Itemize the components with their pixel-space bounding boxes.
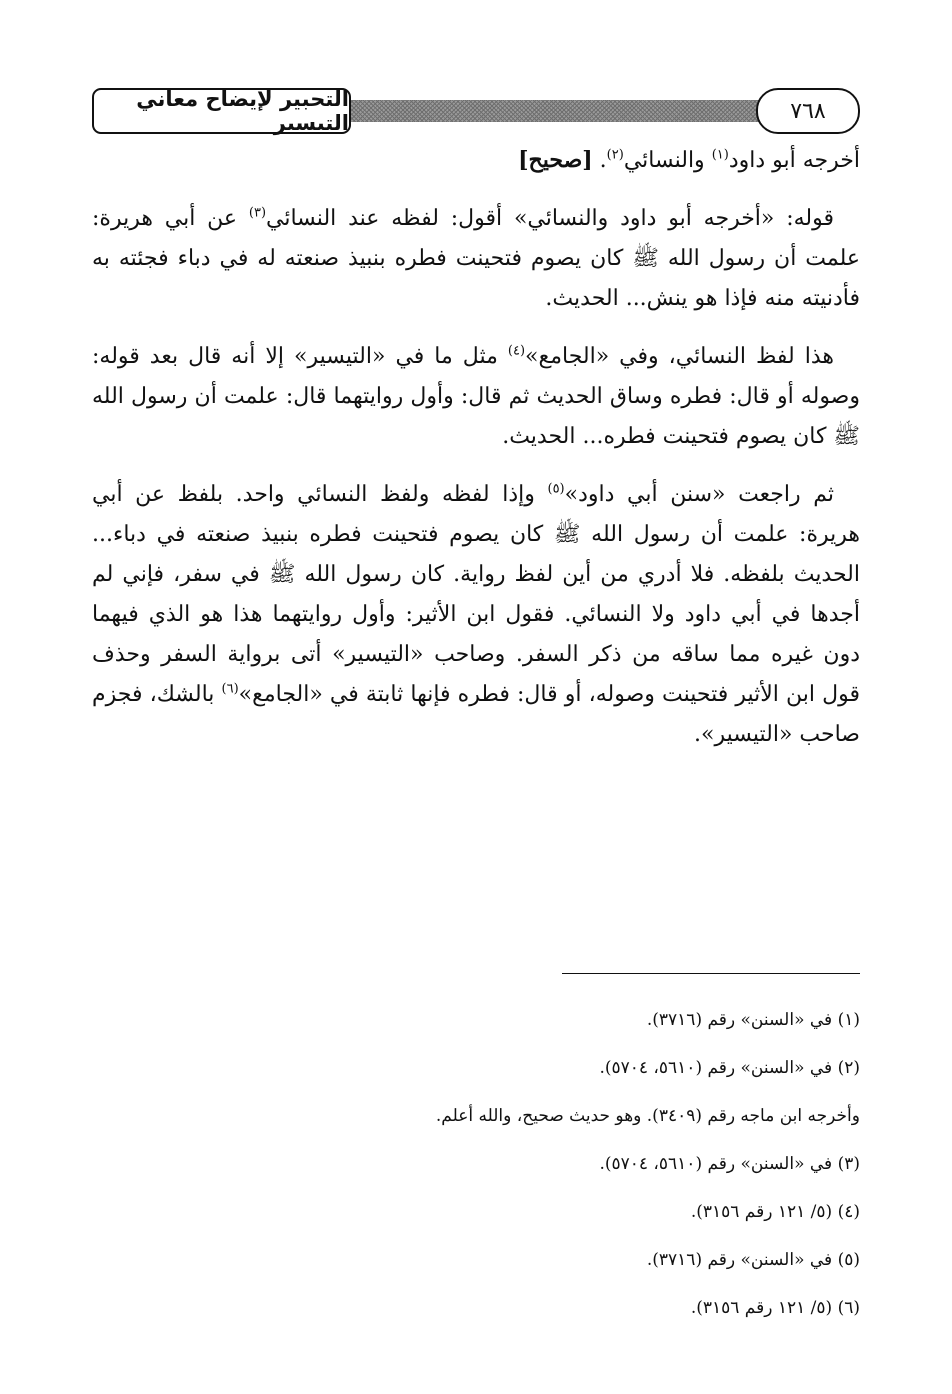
footnote-item: (٥) في «السنن» رقم (٣٧١٦).	[646, 1250, 860, 1270]
footnote-item: وأخرجه ابن ماجه رقم (٣٤٠٩). وهو حديث صحيح، والله أعلم.	[435, 1106, 860, 1126]
hadith-grade: [صحيح]	[518, 147, 593, 173]
footnote-ref-3: (٣)	[248, 205, 267, 221]
paragraph-2: هذا لفظ النسائي، وفي «الجامع»$^{(٤)}$ مثل ما في «التيسير» إلا أنه قال بعد قوله: وصوله أو قال: فطره وساق الحديث ثم قال: وأول روايتهما قال: علمت أن رسول الله ﷺ كان يصوم فتحينت فطره... الحديث.	[92, 343, 860, 449]
footnote-item: (٢) في «السنن» رقم (٥٦١٠، ٥٧٠٤).	[599, 1058, 860, 1078]
page-number: ٧٦٨	[756, 88, 860, 134]
footnote-ref-1: (١)	[711, 147, 729, 163]
footnote-ref-5: (٥)	[547, 481, 565, 497]
footnote-ref-4: (٤)	[507, 343, 526, 359]
footnotes	[92, 1008, 860, 1344]
page-header	[92, 86, 860, 134]
paragraph-1: قوله: «أخرجه أبو داود والنسائي» أقول: لفظه عند النسائي$^{(٣)}$ عن أبي هريرة: علمت أن رسول الله ﷺ كان يصوم فتحينت فطره بنبيذ صنعته له في دباء فجئته به فأدنيته منه فإذا هو ينش... الحديث.	[92, 205, 860, 311]
footnote-ref-2: (٢)	[606, 147, 624, 163]
paragraph-0: أخرجه أبو داود$^{(١)}$ والنسائي$^{(٢)}$. [صحيح]	[518, 147, 860, 173]
book-title: التحبير لإيضاح معاني التيسير	[92, 88, 351, 134]
footnote-separator	[562, 973, 860, 974]
main-text	[92, 140, 860, 773]
footnote-item: (٤) (٥/ ١٢١ رقم ٣١٥٦).	[690, 1202, 860, 1222]
footnote-item: (٣) في «السنن» رقم (٥٦١٠، ٥٧٠٤).	[599, 1154, 860, 1174]
footnote-item: (١) في «السنن» رقم (٣٧١٦).	[646, 1010, 860, 1030]
header-decorative-band	[342, 100, 765, 122]
paragraph-3: ثم راجعت «سنن أبي داود»$^{(٥)}$ وإذا لفظه ولفظ النسائي واحد. بلفظ عن أبي هريرة: علمت أن رسول الله ﷺ كان يصوم فتحينت فطره بنبيذ صنعته في دباء... الحديث بلفظه. فلا أدري من أين لفظ رواية. كان رسول الله ﷺ في سفر، فإني لم أجدها في أبي داود ولا النسائي. فقول ابن الأثير: وأول روايتهما هذا هو الذي فيهما دون غيره مما ساقه من ذكر السفر. وصاحب «التيسير» أتى برواية السفر وحذف قول ابن الأثير فتحينت وصوله، أو قال: فطره فإنها ثابتة في «الجامع»$^{(٦)}$ بالشك، فجزم صاحب «التيسير».	[92, 481, 861, 747]
footnote-ref-6: (٦)	[221, 681, 239, 697]
footnote-item: (٦) (٥/ ١٢١ رقم ٣١٥٦).	[690, 1298, 860, 1318]
